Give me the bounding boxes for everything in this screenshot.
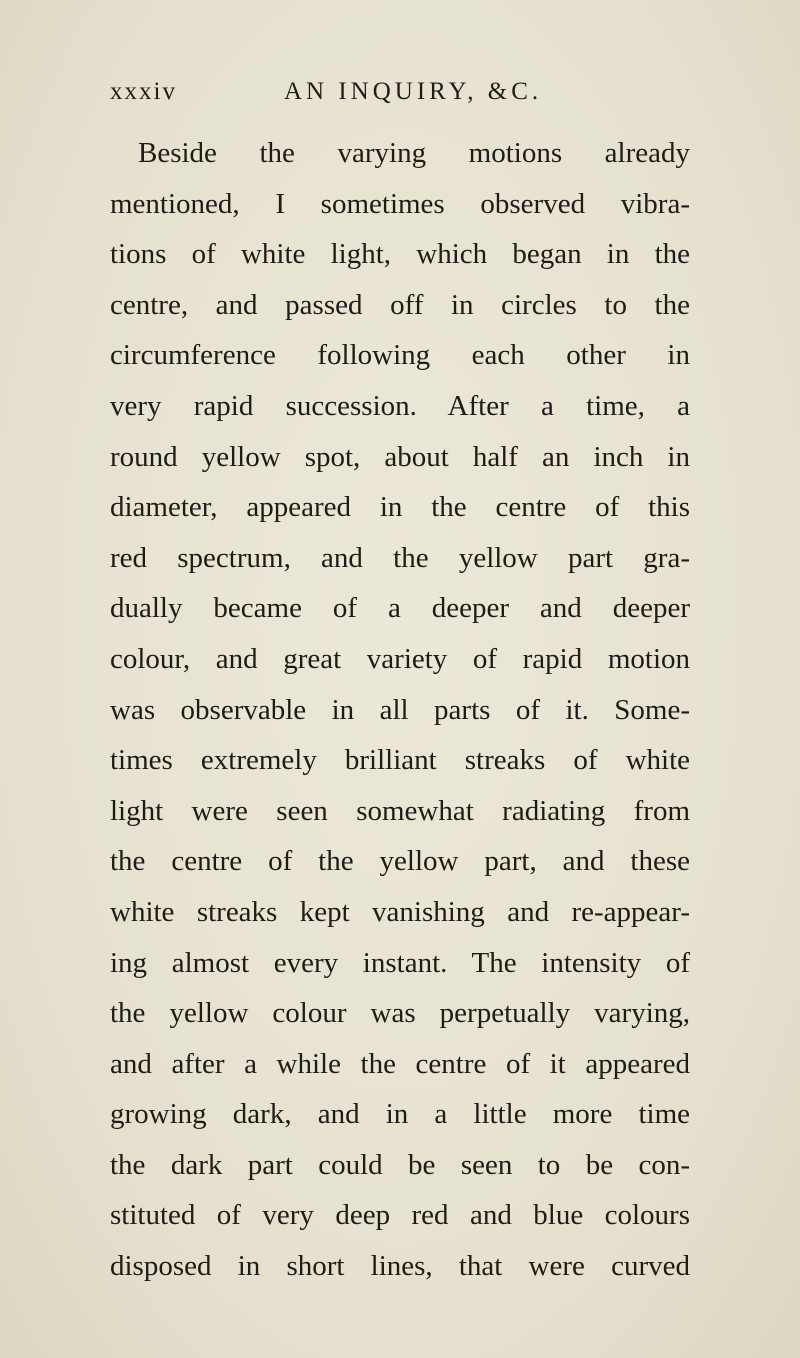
text-line: and after a while the centre of it appeared bbox=[110, 1047, 690, 1080]
running-head bbox=[110, 78, 570, 118]
text-line: circumference following each other in bbox=[110, 339, 690, 372]
text-line: colour, and great variety of rapid motion bbox=[110, 642, 690, 675]
text-line: diameter, appeared in the centre of this bbox=[110, 491, 690, 524]
text-line: was observable in all parts of it. Some- bbox=[110, 693, 690, 726]
text-line: mentioned, I sometimes observed vibra- bbox=[110, 187, 690, 220]
text-line: dually became of a deeper and deeper bbox=[110, 592, 690, 625]
text-line: the centre of the yellow part, and these bbox=[110, 845, 690, 878]
text-line: light were seen somewhat radiating from bbox=[110, 794, 690, 827]
text-line: growing dark, and in a little more time bbox=[110, 1098, 690, 1131]
text-line: Beside the varying motions already bbox=[138, 137, 690, 169]
text-line: times extremely brilliant streaks of white bbox=[110, 744, 690, 777]
text-line: stituted of very deep red and blue colours bbox=[110, 1199, 690, 1232]
running-title: AN INQUIRY, &C. bbox=[284, 78, 543, 105]
page-number: xxxiv bbox=[110, 78, 177, 105]
text-line: the yellow colour was perpetually varying, bbox=[110, 997, 690, 1030]
text-line: round yellow spot, about half an inch in bbox=[110, 440, 690, 473]
body-text bbox=[110, 128, 690, 1292]
text-line: centre, and passed off in circles to the bbox=[110, 288, 690, 321]
text-line: disposed in short lines, that were curved bbox=[110, 1250, 690, 1283]
text-line: tions of white light, which began in the bbox=[110, 238, 690, 271]
text-line: the dark part could be seen to be con- bbox=[110, 1148, 690, 1181]
text-line: red spectrum, and the yellow part gra- bbox=[110, 541, 690, 574]
text-line: ing almost every instant. The intensity of bbox=[110, 946, 690, 979]
text-line: very rapid succession. After a time, a bbox=[110, 389, 690, 422]
text-line: white streaks kept vanishing and re-appear- bbox=[110, 895, 690, 928]
